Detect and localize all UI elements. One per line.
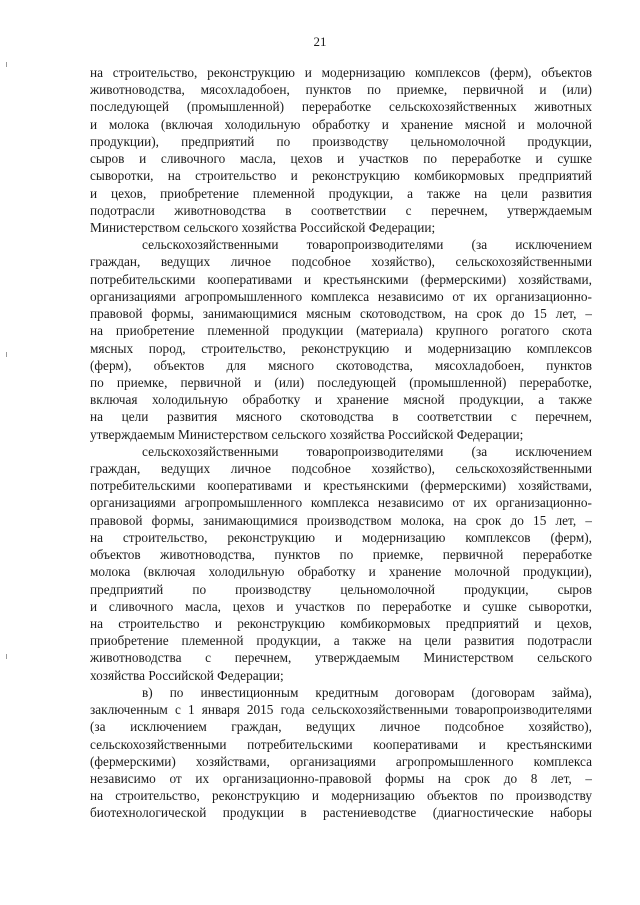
margin-mark [6, 352, 7, 357]
body-text [90, 64, 592, 822]
text-line: сыворотки, на строительство и реконструкцию комбикормовых предприятий [90, 168, 592, 184]
text-line: хозяйства Российской Федерации; [90, 667, 284, 683]
text-line: (фермерскими) хозяйствами, организациями агропромышленного комплекса [90, 753, 592, 769]
text-line: и молока (включая холодильную обработку и хранение мясной и молочной [90, 116, 592, 132]
text-line: включая холодильную обработку и хранение мясной продукции, а также [90, 392, 592, 408]
text-line: на строительство и реконструкцию комбикормовых предприятий и цехов, [90, 616, 592, 631]
text-line: на строительство, реконструкцию и модернизацию комплексов (ферм), [90, 529, 592, 545]
text-line: организациями агропромышленного комплекса независимо от их организационно- [90, 288, 592, 304]
text-line: сыров и сливочного масла, цехов и участков по переработке и сушке [90, 151, 592, 167]
text-line: заключенным с 1 января 2015 года сельскохозяйственными товаропроизводителями [90, 702, 592, 718]
text-line: объектов животноводства, пунктов по приемке, первичной переработке [90, 547, 592, 563]
text-line: приобретение племенной продукции, а также на цели развития подотрасли [90, 633, 592, 649]
text-line: на строительство, реконструкцию и модернизацию объектов по производству [90, 788, 592, 804]
margin-mark [6, 62, 7, 67]
page-number: 21 [313, 34, 327, 49]
text-line: Министерством сельского хозяйства Российской Федерации; [90, 219, 436, 235]
text-line: последующей (промышленной) переработке сельскохозяйственных животных [90, 99, 592, 115]
text-line: животноводства, мясохладобоен, пунктов по приемке, первичной и (или) [90, 82, 592, 98]
text-line: сельскохозяйственными товаропроизводителями (за исключением [142, 443, 592, 459]
text-line: граждан, ведущих личное подсобное хозяйство), сельскохозяйственными [90, 461, 592, 477]
text-line: продукции), предприятий по производству цельномолочной продукции, [90, 133, 592, 149]
text-line: независимо от их организационно-правовой формы на срок до 8 лет, – [90, 770, 592, 786]
text-line: биотехнологической продукции в растениеводстве (диагностические наборы [90, 805, 592, 821]
text-line: и сливочного масла, цехов и участков по переработке и сушке сыворотки, [90, 598, 592, 614]
text-line: (ферм), объектов для мясного скотоводства, мясохладобоен, пунктов [90, 357, 592, 373]
text-line: на строительство, реконструкцию и модернизацию комплексов (ферм), объектов [90, 65, 592, 80]
text-line: организациями агропромышленного комплекса независимо от их организационно- [90, 495, 592, 511]
text-line: мясных пород, строительство, реконструкцию и модернизацию комплексов [90, 340, 592, 356]
text-line: в) по инвестиционным кредитным договорам (договорам займа), [142, 684, 592, 700]
text-line: правовой формы, занимающимися производством молока, на срок до 15 лет, – [90, 512, 592, 528]
text-line: сельскохозяйственными потребительскими кооперативами и крестьянскими [90, 736, 592, 752]
text-line: подотрасли животноводства в соответствии с перечнем, утверждаемым [90, 202, 592, 218]
text-line: по приемке, первичной и (или) последующей (промышленной) переработке, [90, 374, 592, 390]
text-line: потребительскими кооперативами и крестьянскими (фермерскими) хозяйствами, [90, 271, 592, 287]
margin-mark [6, 654, 7, 659]
text-line: (за исключением граждан, ведущих личное подсобное хозяйство), [90, 719, 592, 735]
text-line: на приобретение племенной продукции (материала) крупного рогатого скота [90, 323, 592, 339]
text-line: потребительскими кооперативами и крестьянскими (фермерскими) хозяйствами, [90, 478, 592, 494]
text-line: на цели развития мясного скотоводства в соответствии с перечнем, [90, 409, 592, 425]
text-line: предприятий по производству цельномолочной продукции, сыров [90, 581, 592, 597]
text-line: правовой формы, занимающимися мясным скотоводством, на срок до 15 лет, – [90, 306, 592, 322]
text-line: молока (включая холодильную обработку и хранение молочной продукции), [90, 564, 592, 580]
text-line: граждан, ведущих личное подсобное хозяйство), сельскохозяйственными [90, 254, 592, 270]
text-line: сельскохозяйственными товаропроизводителями (за исключением [142, 237, 592, 253]
text-line: и цехов, приобретение племенной продукции, а также на цели развития [90, 185, 592, 201]
text-line: животноводства с перечнем, утверждаемым Министерством сельского [90, 650, 592, 666]
text-line: утверждаемым Министерством сельского хозяйства Российской Федерации; [90, 426, 524, 442]
